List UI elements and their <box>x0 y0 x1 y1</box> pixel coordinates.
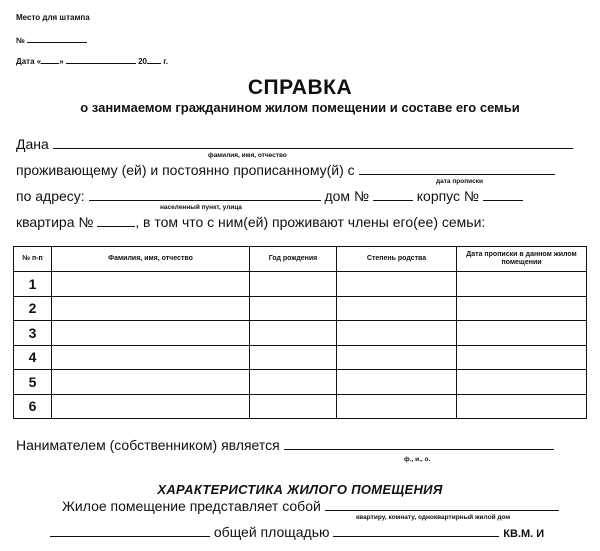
fio-cell[interactable] <box>52 272 250 297</box>
area-prefix-field[interactable] <box>50 536 210 537</box>
fio-cell[interactable] <box>52 321 250 346</box>
date-year-field[interactable] <box>147 63 161 64</box>
document-subtitle: о занимаемом гражданином жилом помещении и составе его семьи <box>80 100 520 115</box>
fio-cell[interactable] <box>52 296 250 321</box>
date-day-field[interactable] <box>41 63 59 64</box>
number-label: № <box>16 36 25 45</box>
row-number: 1 <box>14 272 52 297</box>
residing-line <box>16 162 555 178</box>
birth-year-cell[interactable] <box>250 296 337 321</box>
apartment-field[interactable] <box>97 226 135 227</box>
table-row <box>14 272 587 297</box>
reg-date-cell[interactable] <box>457 394 587 419</box>
reg-date-cell[interactable] <box>457 345 587 370</box>
issued-to-field[interactable] <box>53 148 573 149</box>
caption-fio: фамилия, имя, отчество <box>208 152 287 159</box>
reg-date-cell[interactable] <box>457 272 587 297</box>
house-label: дом № <box>324 188 369 204</box>
row-number: 4 <box>14 345 52 370</box>
residing-since-field[interactable] <box>359 174 555 175</box>
table-row <box>14 394 587 419</box>
table-row <box>14 370 587 395</box>
row-number: 3 <box>14 321 52 346</box>
column-header: Фамилия, имя, отчество <box>52 247 250 272</box>
area-unit: КВ.М. И <box>503 528 545 540</box>
table-row <box>14 296 587 321</box>
tenant-field[interactable] <box>284 449 554 450</box>
document-title: СПРАВКА <box>247 76 353 99</box>
table-header-row <box>14 247 587 272</box>
year-suffix: г. <box>163 57 169 66</box>
row-number: 2 <box>14 296 52 321</box>
relation-cell[interactable] <box>337 345 457 370</box>
birth-year-cell[interactable] <box>250 272 337 297</box>
column-header: Дата прописки в данном жилом помещении <box>457 247 587 272</box>
tenant-label: Нанимателем (собственником) является <box>16 437 280 453</box>
birth-year-cell[interactable] <box>250 345 337 370</box>
area-line <box>50 524 544 540</box>
relation-cell[interactable] <box>337 296 457 321</box>
number-line <box>16 36 87 45</box>
table-row <box>14 345 587 370</box>
birth-year-cell[interactable] <box>250 370 337 395</box>
fio-cell[interactable] <box>52 370 250 395</box>
premises-label: Жилое помещение представляет собой <box>62 498 321 514</box>
birth-year-cell[interactable] <box>250 321 337 346</box>
column-header: Год рождения <box>250 247 337 272</box>
premises-field[interactable] <box>325 510 559 511</box>
building-field[interactable] <box>483 200 523 201</box>
relation-cell[interactable] <box>337 370 457 395</box>
date-line <box>16 57 168 66</box>
apartment-label: квартира № <box>16 214 94 230</box>
area-field[interactable] <box>333 536 499 537</box>
section-title: ХАРАКТЕРИСТИКА ЖИЛОГО ПОМЕЩЕНИЯ <box>157 482 443 497</box>
birth-year-cell[interactable] <box>250 394 337 419</box>
reg-date-cell[interactable] <box>457 321 587 346</box>
row-number: 5 <box>14 370 52 395</box>
premises-line <box>62 498 559 514</box>
issued-to-line <box>16 136 573 152</box>
column-header: Степень родства <box>337 247 457 272</box>
date-month-field[interactable] <box>66 63 136 64</box>
reg-date-cell[interactable] <box>457 370 587 395</box>
fio-cell[interactable] <box>52 394 250 419</box>
family-table <box>13 246 587 419</box>
date-mid: » <box>59 57 64 66</box>
caption-premises: квартиру, комнату, одноквартирный жилой дом <box>356 514 511 521</box>
caption-reg-date: дата прописки <box>436 178 483 185</box>
relation-cell[interactable] <box>337 272 457 297</box>
relation-cell[interactable] <box>337 321 457 346</box>
residing-label: проживающему (ей) и постоянно прописанному(й) с <box>16 162 355 178</box>
date-label: Дата « <box>16 57 42 66</box>
tenant-line <box>16 437 554 453</box>
caption-initials: ф., и., о. <box>404 456 431 463</box>
house-field[interactable] <box>373 200 413 201</box>
relation-cell[interactable] <box>337 394 457 419</box>
row-number: 6 <box>14 394 52 419</box>
apartment-line <box>16 214 485 230</box>
year-prefix: 20 <box>138 57 148 66</box>
address-field[interactable] <box>89 200 321 201</box>
area-label: общей площадью <box>213 524 330 540</box>
caption-locality: населенный пункт, улица <box>160 204 243 211</box>
address-line <box>16 188 523 204</box>
table-row <box>14 321 587 346</box>
number-field[interactable] <box>27 42 87 43</box>
members-text: , в том что с ним(ей) проживают члены его(ее) семьи: <box>135 214 486 230</box>
stamp-place-label: Место для штампа <box>16 13 90 22</box>
reg-date-cell[interactable] <box>457 296 587 321</box>
address-label: по адресу: <box>16 188 85 204</box>
building-label: корпус № <box>416 188 479 204</box>
issued-to-label: Дана <box>16 136 49 152</box>
column-header: № п-п <box>14 247 52 272</box>
fio-cell[interactable] <box>52 345 250 370</box>
